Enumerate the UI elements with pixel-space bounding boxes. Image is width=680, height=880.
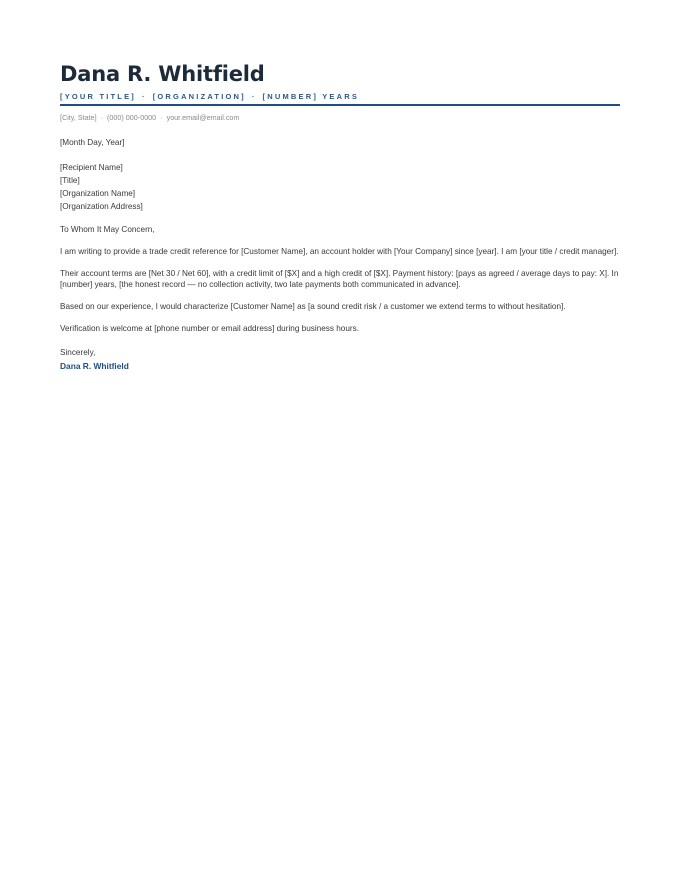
contact-email: your.email@email.com [166, 113, 240, 122]
body-paragraph: I am writing to provide a trade credit reference for [Customer Name], an account holder with [Your Company] since [year]. I am [your title / credit manager]. [60, 247, 619, 256]
salutation: To Whom It May Concern, [60, 225, 155, 234]
subtitle-separator: · [251, 92, 257, 101]
header-divider [60, 104, 620, 106]
subtitle-title: [YOUR TITLE] [60, 92, 136, 101]
contact-location: [City, State] [60, 113, 97, 122]
body-paragraph: Verification is welcome at [phone number or email address] during business hours. [60, 324, 359, 333]
subtitle-organization: [ORGANIZATION] [152, 92, 246, 101]
contact-separator: · [160, 113, 163, 122]
author-name: Dana R. Whitfield [60, 62, 265, 86]
subtitle-separator: · [141, 92, 147, 101]
letter-date: [Month Day, Year] [60, 138, 125, 147]
subtitle-line [60, 92, 620, 102]
signature-name: Dana R. Whitfield [60, 361, 129, 371]
contact-phone: (000) 000-0000 [107, 113, 157, 122]
subtitle-years: [NUMBER] YEARS [262, 92, 360, 101]
contact-separator: · [100, 113, 104, 122]
closing: Sincerely, [60, 348, 96, 357]
letter-page [60, 60, 620, 372]
recipient-block [60, 161, 620, 213]
recipient-organization: [Organization Name] [60, 189, 136, 198]
recipient-title: [Title] [60, 176, 80, 185]
contact-line [60, 113, 620, 123]
recipient-name: [Recipient Name] [60, 163, 123, 172]
body-paragraph: Their account terms are [Net 30 / Net 60], with a credit limit of [$X] and a high credit of [$X]. Payment history: [pays as agreed / average days to pay: X]. In [number] years, [the honest record — no collection activity, two late payments both communicated in advance]. [60, 269, 619, 289]
body-paragraph: Based on our experience, I would characterize [Customer Name] as [a sound credit risk / a customer we extend terms to without hesitation]. [60, 302, 566, 311]
recipient-address: [Organization Address] [60, 202, 143, 211]
